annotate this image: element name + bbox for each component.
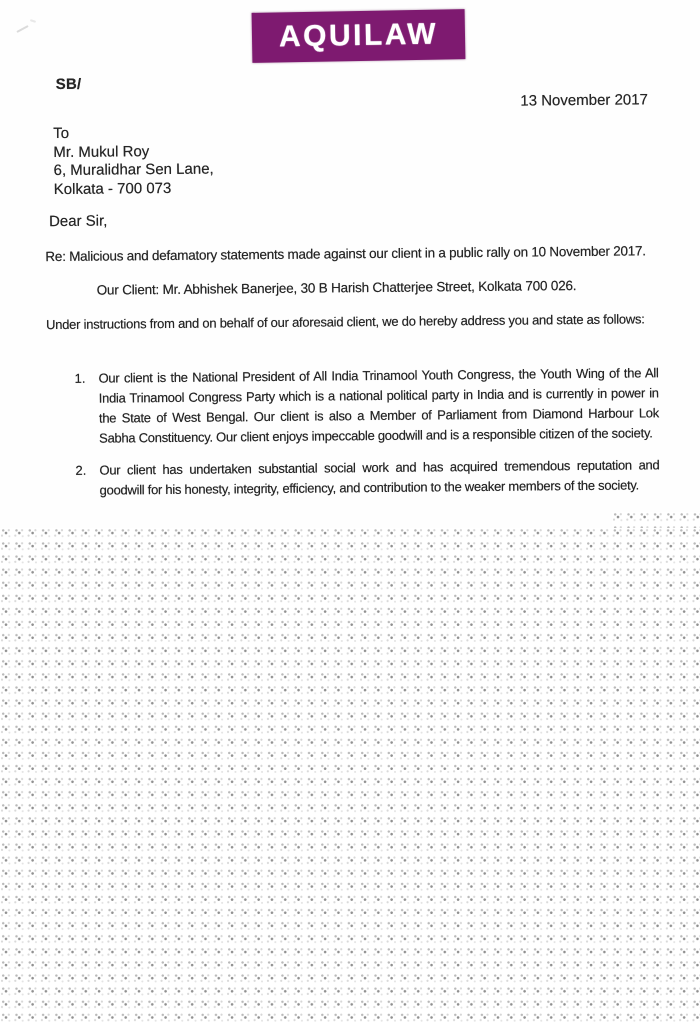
point-text: Our client has undertaken substantial social work and has acquired tremendous reputation and goodwill for his honesty, integrity, efficiency, and contribution to the weaker members of the society. [99, 457, 660, 498]
recipient-street: 6, Muralidhar Sen Lane, [53, 160, 214, 180]
point-item [75, 455, 659, 501]
dither-pattern-edge [612, 512, 700, 529]
intro-paragraph: Under instructions from and on behalf of our aforesaid client, we do hereby address you and state as follows: [45, 311, 645, 333]
recipient-city: Kolkata - 700 073 [53, 179, 172, 198]
logo-text: AQUILAW [278, 17, 439, 54]
reference-code: SB/ [55, 75, 82, 94]
dither-pattern-region [0, 528, 700, 1022]
recipient-to-label: To [53, 124, 70, 143]
recipient-address-block [53, 124, 214, 200]
point-item [74, 363, 659, 449]
point-text: Our client is the National President of All India Trinamool Youth Congress, the Youth Wing of the All India Trinamool Congress Party which is a national political party in India and is currently in power in the State of West Bengal. Our client is also a Member of Parliament from Diamond Harbour Lok Sabha Constituency. Our client enjoys impeccable goodwill and is a responsible citizen of the society. [98, 365, 659, 446]
numbered-points [74, 363, 659, 513]
recipient-name: Mr. Mukul Roy [53, 142, 150, 161]
point-number: 1. [74, 370, 86, 386]
client-line: Our Client: Mr. Abhishek Banerjee, 30 B Harish Chatterjee Street, Kolkata 700 026. [96, 278, 577, 298]
letter-date: 13 November 2017 [520, 91, 648, 110]
greeting: Dear Sir, [48, 212, 108, 231]
point-number: 2. [75, 462, 87, 478]
subject-line: Re: Malicious and defamatory statements made against our client in a public rally on 10 November 2017. [45, 243, 646, 265]
